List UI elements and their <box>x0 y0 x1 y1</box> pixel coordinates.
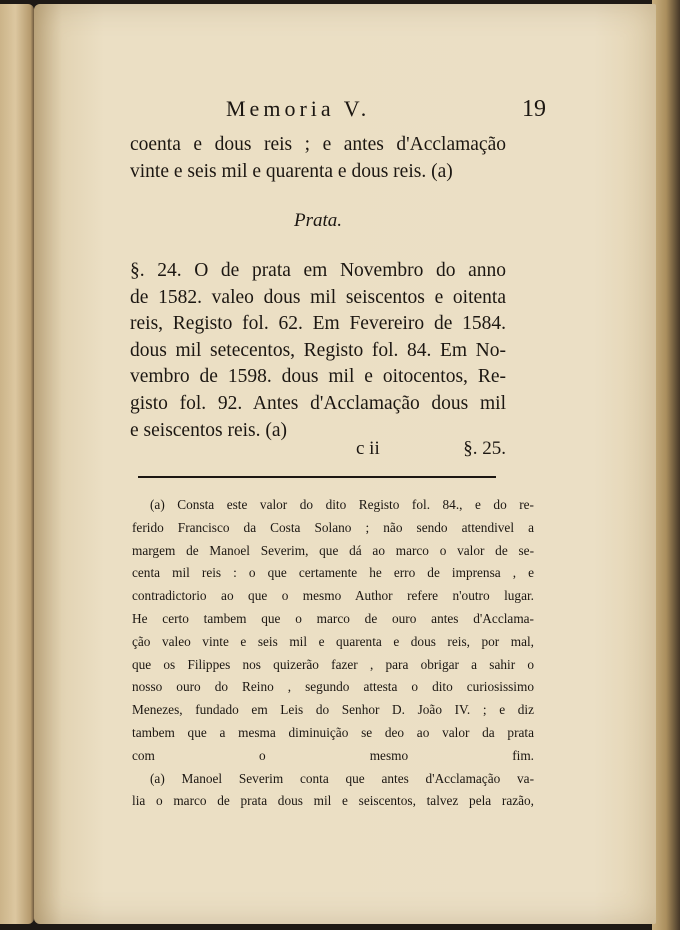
footnote-line: tambem que a mesma diminuição se deo ao valor da prata <box>132 724 534 740</box>
footnotes <box>132 494 534 813</box>
footnote-line: lia o marco de prata dous mil e seiscentos, talvez pela razão, <box>132 793 534 809</box>
text-line: vinte e seis mil e quarenta e dous reis. (a) <box>130 160 453 182</box>
signature-mark: c ii <box>356 438 380 459</box>
page-number: 19 <box>522 96 546 122</box>
footnote-rule <box>138 476 496 478</box>
catchword: §. 25. <box>463 438 506 459</box>
text-line: gisto fol. 92. Antes d'Acclamação dous mil <box>130 392 506 414</box>
section-heading: Prata. <box>293 210 343 231</box>
footnote-line: nosso ouro do Reino , segundo attesta o dito curiosissimo <box>132 679 534 695</box>
footnote-line: He certo tambem que o marco de ouro antes d'Acclama- <box>132 610 534 626</box>
text-line: §. 24. O de prata em Novembro do anno <box>130 260 506 281</box>
signature-row <box>130 438 506 464</box>
footnote-line: contradictorio ao que o mesmo Author refere n'outro lugar. <box>132 588 534 604</box>
text-line: e seiscentos reis. (a) <box>130 419 288 441</box>
paragraph-24 <box>130 258 506 444</box>
facing-page-edge <box>0 4 34 924</box>
text-line: de 1582. valeo dous mil seiscentos e oitenta <box>130 286 506 308</box>
running-head <box>226 96 546 132</box>
footnote-line: Menezes, fundado em Leis do Senhor D. João IV. ; e diz <box>132 702 534 718</box>
text-line: vembro de 1598. dous mil e oitocentos, Re- <box>130 366 506 388</box>
footnote-line: (a) Manoel Severim conta que antes d'Acclamação va- <box>150 770 534 786</box>
footnote-line: que os Filippes nos quizerão fazer , para obrigar a sahir o <box>132 656 534 672</box>
running-head-title: Memoria V. <box>226 96 371 121</box>
text-line: coenta e dous reis ; e antes d'Acclamação <box>130 134 506 155</box>
page-stack-edge <box>652 0 680 930</box>
footnote-line: centa mil reis : o que certamente he erro de imprensa , e <box>132 565 534 581</box>
book-page <box>34 4 656 924</box>
footnote-line: (a) Consta este valor do dito Registo fol. 84., e do re- <box>150 497 534 512</box>
footnote-line: com o mesmo fim. <box>132 747 534 763</box>
footnote-line: ção valeo vinte e seis mil e quarenta e dous reis, por mal, <box>132 633 534 649</box>
text-line: reis, Registo fol. 62. Em Fevereiro de 1584. <box>130 313 506 335</box>
paragraph-continued <box>130 132 506 185</box>
text-line: dous mil setecentos, Registo fol. 84. Em No- <box>130 339 506 361</box>
footnote-line: margem de Manoel Severim, que dá ao marco o valor de se- <box>132 542 534 558</box>
footnote-line: ferido Francisco da Costa Solano ; não sendo attendivel a <box>132 519 534 535</box>
